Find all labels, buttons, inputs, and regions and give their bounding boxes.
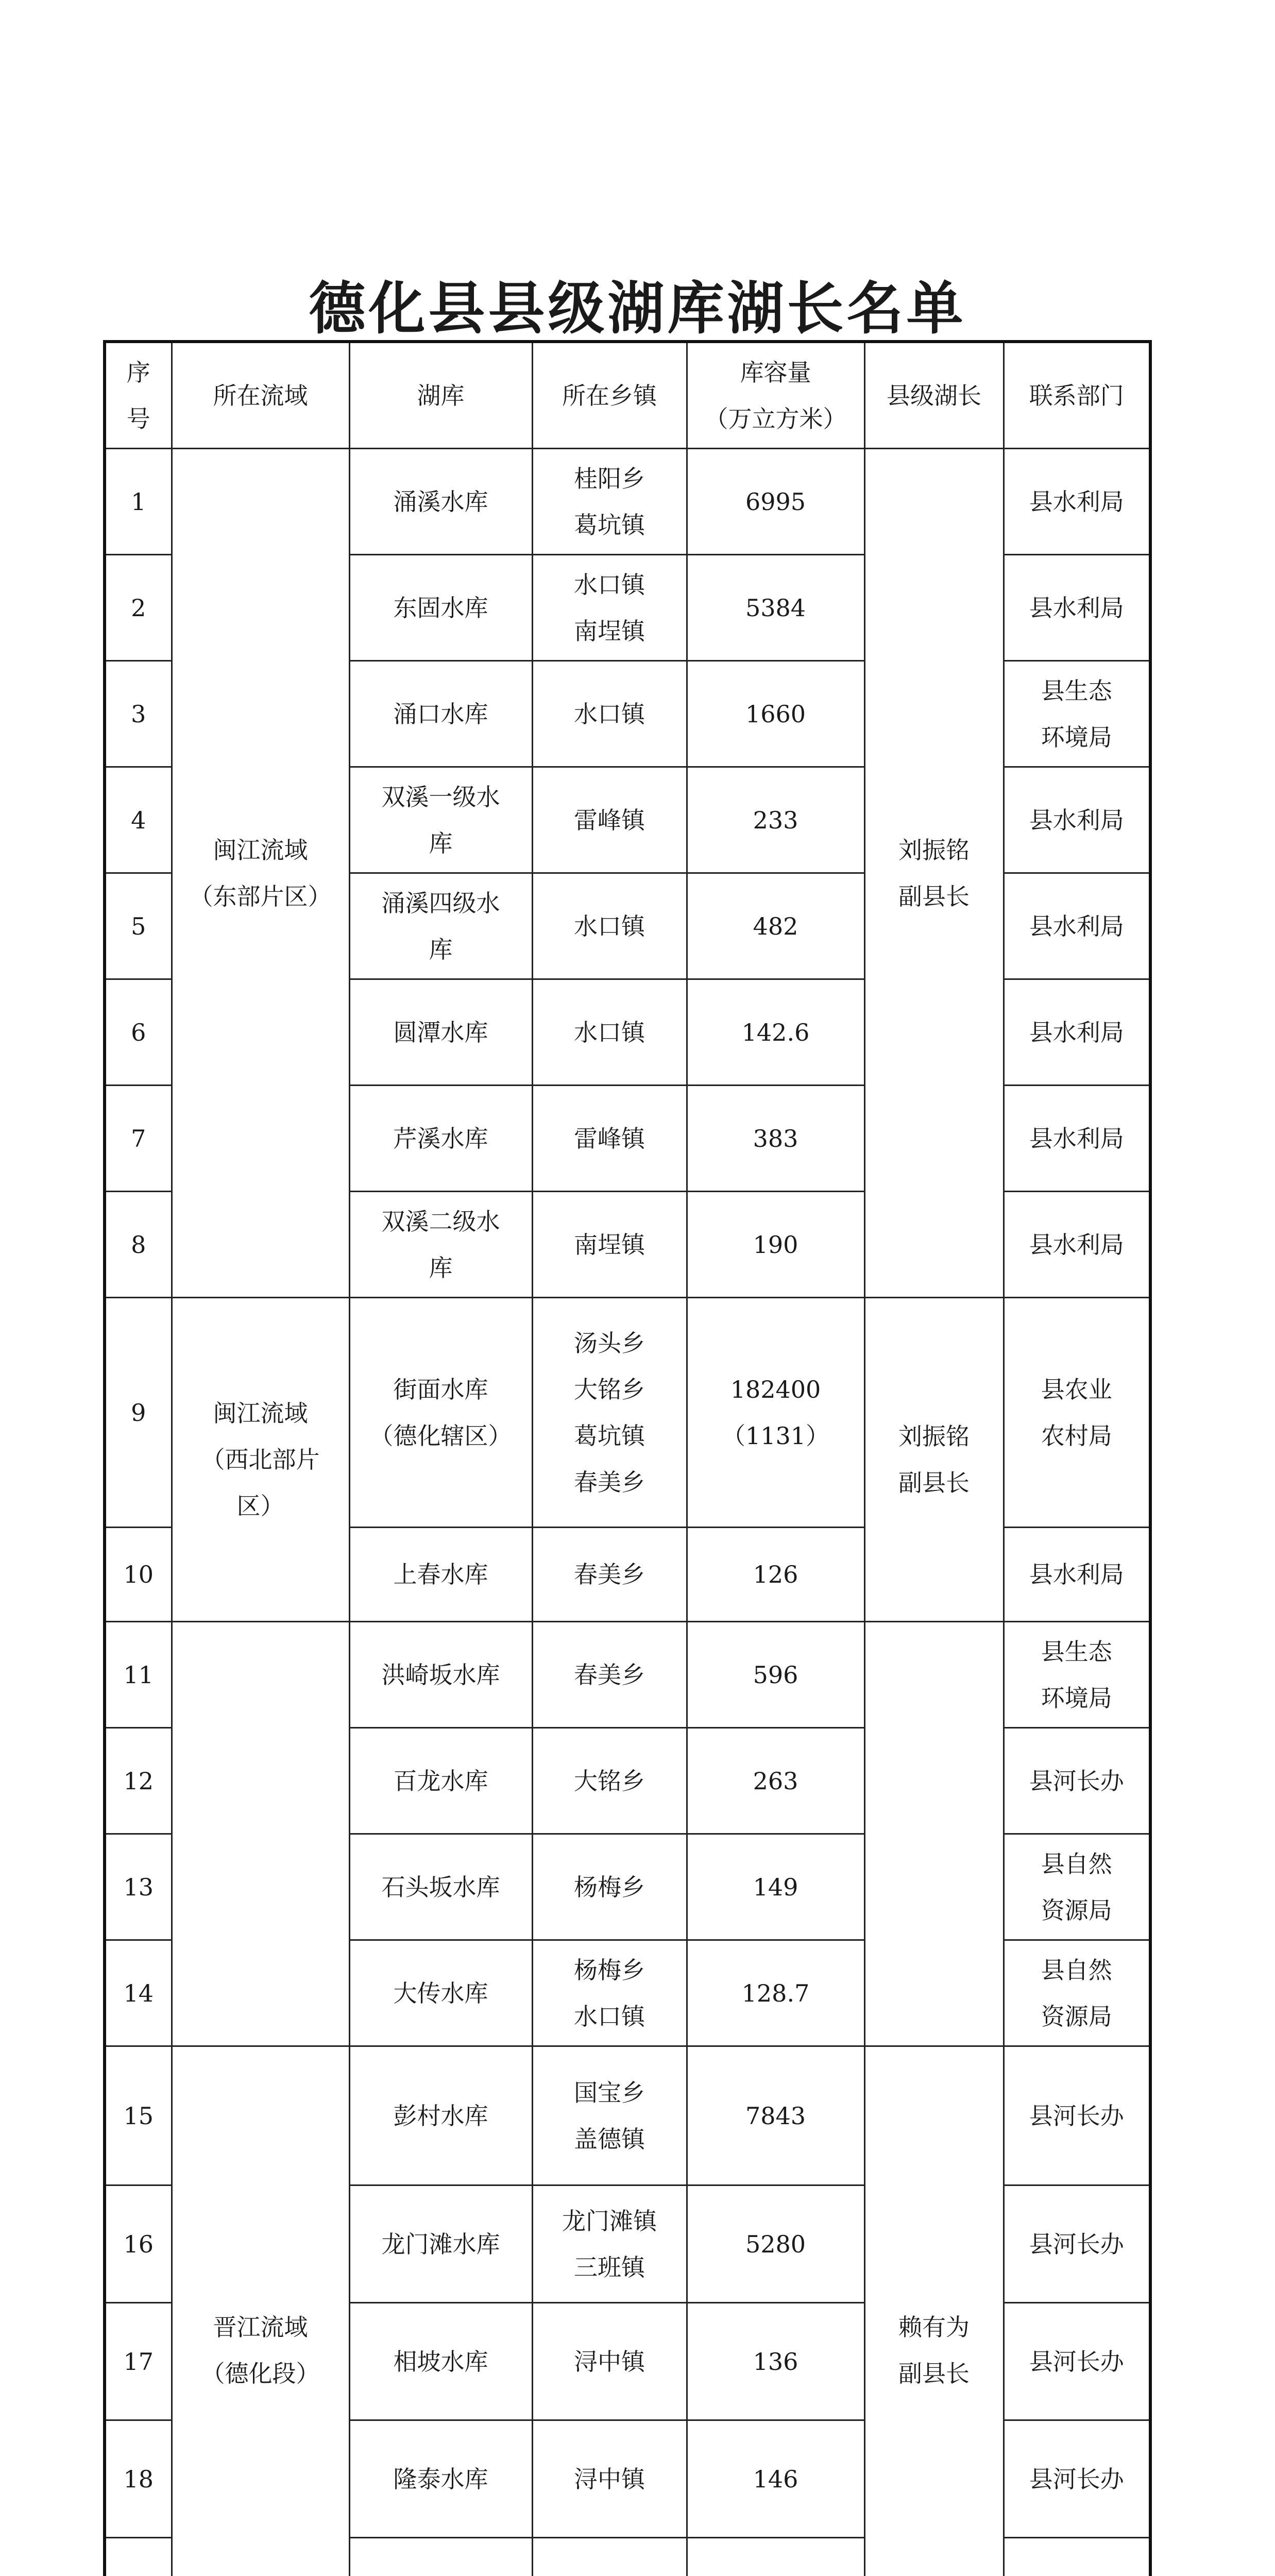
- table-row: [105, 2046, 1150, 2185]
- capacity-cell: 126: [687, 1528, 864, 1622]
- header-department: 联系部门: [1004, 342, 1150, 449]
- township-cell: 春美乡: [532, 1528, 687, 1622]
- capacity-cell: 263: [687, 1728, 864, 1834]
- department-cell: 县自然 资源局: [1004, 1834, 1150, 1940]
- page-title: 德化县县级湖库湖长名单: [309, 275, 966, 342]
- department-cell: 县水利局: [1004, 767, 1150, 873]
- reservoir-cell: 洪崎坂水库: [349, 1622, 532, 1728]
- department-cell: 县水利局: [1004, 1086, 1150, 1192]
- row-index: 12: [105, 1728, 172, 1834]
- capacity-cell: 136: [687, 2303, 864, 2420]
- header-township: 所在乡镇: [532, 342, 687, 449]
- table-body: [105, 449, 1150, 2576]
- header-index: 序 号: [105, 342, 172, 449]
- department-cell: 县生态 环境局: [1004, 1622, 1150, 1728]
- capacity-cell: 149: [687, 1834, 864, 1940]
- township-cell: [532, 2538, 687, 2576]
- reservoir-chief-table: [103, 340, 1152, 2576]
- reservoir-cell: 大传水库: [349, 1940, 532, 2046]
- department-cell: 县河长办: [1004, 2303, 1150, 2420]
- department-cell: 县水利局: [1004, 1528, 1150, 1622]
- capacity-cell: 182400 （1131）: [687, 1298, 864, 1528]
- department-cell: 县水利局: [1004, 979, 1150, 1086]
- row-index: 7: [105, 1086, 172, 1192]
- township-cell: 浔中镇: [532, 2420, 687, 2538]
- chief-cell: [864, 1622, 1004, 2046]
- township-cell: 杨梅乡 水口镇: [532, 1940, 687, 2046]
- capacity-cell: [687, 2538, 864, 2576]
- header-chief: 县级湖长: [864, 342, 1004, 449]
- reservoir-cell: 龙门滩水库: [349, 2185, 532, 2303]
- department-cell: 县水利局: [1004, 873, 1150, 979]
- department-cell: 县河长办: [1004, 2420, 1150, 2538]
- row-index: 3: [105, 661, 172, 767]
- township-cell: 雷峰镇: [532, 767, 687, 873]
- township-cell: 大铭乡: [532, 1728, 687, 1834]
- basin-cell: [172, 1622, 349, 2046]
- row-index: 4: [105, 767, 172, 873]
- header-row: [105, 342, 1150, 449]
- reservoir-cell: 彭村水库: [349, 2046, 532, 2185]
- township-cell: 春美乡: [532, 1622, 687, 1728]
- department-cell: 县河长办: [1004, 1728, 1150, 1834]
- capacity-cell: 146: [687, 2420, 864, 2538]
- reservoir-cell: 涌口水库: [349, 661, 532, 767]
- department-cell: 县水利局: [1004, 555, 1150, 661]
- department-cell: 县水利局: [1004, 1192, 1150, 1298]
- township-cell: 南埕镇: [532, 1192, 687, 1298]
- department-cell: 县生态 环境局: [1004, 661, 1150, 767]
- reservoir-cell: 涌溪四级水 库: [349, 873, 532, 979]
- chief-cell: 刘振铭 副县长: [864, 1298, 1004, 1622]
- reservoir-cell: 相坡水库: [349, 2303, 532, 2420]
- reservoir-cell: 东固水库: [349, 555, 532, 661]
- basin-cell: 闽江流域 （西北部片 区）: [172, 1298, 349, 1622]
- capacity-cell: 128.7: [687, 1940, 864, 2046]
- row-index: 15: [105, 2046, 172, 2185]
- reservoir-cell: [349, 2538, 532, 2576]
- reservoir-cell: 芹溪水库: [349, 1086, 532, 1192]
- department-cell: 县水利局: [1004, 449, 1150, 555]
- basin-cell: 闽江流域 （东部片区）: [172, 449, 349, 1298]
- table-row: [105, 1298, 1150, 1528]
- department-cell: 县自然 资源局: [1004, 1940, 1150, 2046]
- capacity-cell: 142.6: [687, 979, 864, 1086]
- reservoir-cell: 街面水库 （德化辖区）: [349, 1298, 532, 1528]
- township-cell: 水口镇: [532, 979, 687, 1086]
- header-capacity: 库容量 （万立方米）: [687, 342, 864, 449]
- township-cell: 汤头乡 大铭乡 葛坑镇 春美乡: [532, 1298, 687, 1528]
- capacity-cell: 5384: [687, 555, 864, 661]
- row-index: 17: [105, 2303, 172, 2420]
- township-cell: 水口镇: [532, 873, 687, 979]
- department-cell: 县河长办: [1004, 2185, 1150, 2303]
- township-cell: 国宝乡 盖德镇: [532, 2046, 687, 2185]
- capacity-cell: 5280: [687, 2185, 864, 2303]
- township-cell: 水口镇: [532, 661, 687, 767]
- reservoir-cell: 双溪一级水 库: [349, 767, 532, 873]
- row-index: 11: [105, 1622, 172, 1728]
- row-index: 10: [105, 1528, 172, 1622]
- reservoir-cell: 石头坂水库: [349, 1834, 532, 1940]
- header-basin: 所在流域: [172, 342, 349, 449]
- basin-cell: 晋江流域 （德化段）: [172, 2046, 349, 2576]
- capacity-cell: 383: [687, 1086, 864, 1192]
- department-cell: [1004, 2538, 1150, 2576]
- capacity-cell: 233: [687, 767, 864, 873]
- reservoir-cell: 双溪二级水 库: [349, 1192, 532, 1298]
- row-index: 13: [105, 1834, 172, 1940]
- reservoir-cell: 涌溪水库: [349, 449, 532, 555]
- row-index: 8: [105, 1192, 172, 1298]
- capacity-cell: 190: [687, 1192, 864, 1298]
- row-index: 2: [105, 555, 172, 661]
- table-row: [105, 1622, 1150, 1728]
- reservoir-cell: 圆潭水库: [349, 979, 532, 1086]
- township-cell: 龙门滩镇 三班镇: [532, 2185, 687, 2303]
- township-cell: 雷峰镇: [532, 1086, 687, 1192]
- row-index: 18: [105, 2420, 172, 2538]
- capacity-cell: 482: [687, 873, 864, 979]
- capacity-cell: 6995: [687, 449, 864, 555]
- reservoir-cell: 隆泰水库: [349, 2420, 532, 2538]
- row-index: 1: [105, 449, 172, 555]
- department-cell: 县河长办: [1004, 2046, 1150, 2185]
- row-index: 9: [105, 1298, 172, 1528]
- row-index: 6: [105, 979, 172, 1086]
- table-row: [105, 449, 1150, 555]
- row-index: 14: [105, 1940, 172, 2046]
- township-cell: 桂阳乡 葛坑镇: [532, 449, 687, 555]
- row-index: 5: [105, 873, 172, 979]
- capacity-cell: 596: [687, 1622, 864, 1728]
- row-index: [105, 2538, 172, 2576]
- reservoir-cell: 上春水库: [349, 1528, 532, 1622]
- header-reservoir: 湖库: [349, 342, 532, 449]
- row-index: 16: [105, 2185, 172, 2303]
- capacity-cell: 7843: [687, 2046, 864, 2185]
- reservoir-cell: 百龙水库: [349, 1728, 532, 1834]
- capacity-cell: 1660: [687, 661, 864, 767]
- township-cell: 浔中镇: [532, 2303, 687, 2420]
- department-cell: 县农业 农村局: [1004, 1298, 1150, 1528]
- chief-cell: 刘振铭 副县长: [864, 449, 1004, 1298]
- chief-cell: 赖有为 副县长: [864, 2046, 1004, 2576]
- township-cell: 水口镇 南埕镇: [532, 555, 687, 661]
- township-cell: 杨梅乡: [532, 1834, 687, 1940]
